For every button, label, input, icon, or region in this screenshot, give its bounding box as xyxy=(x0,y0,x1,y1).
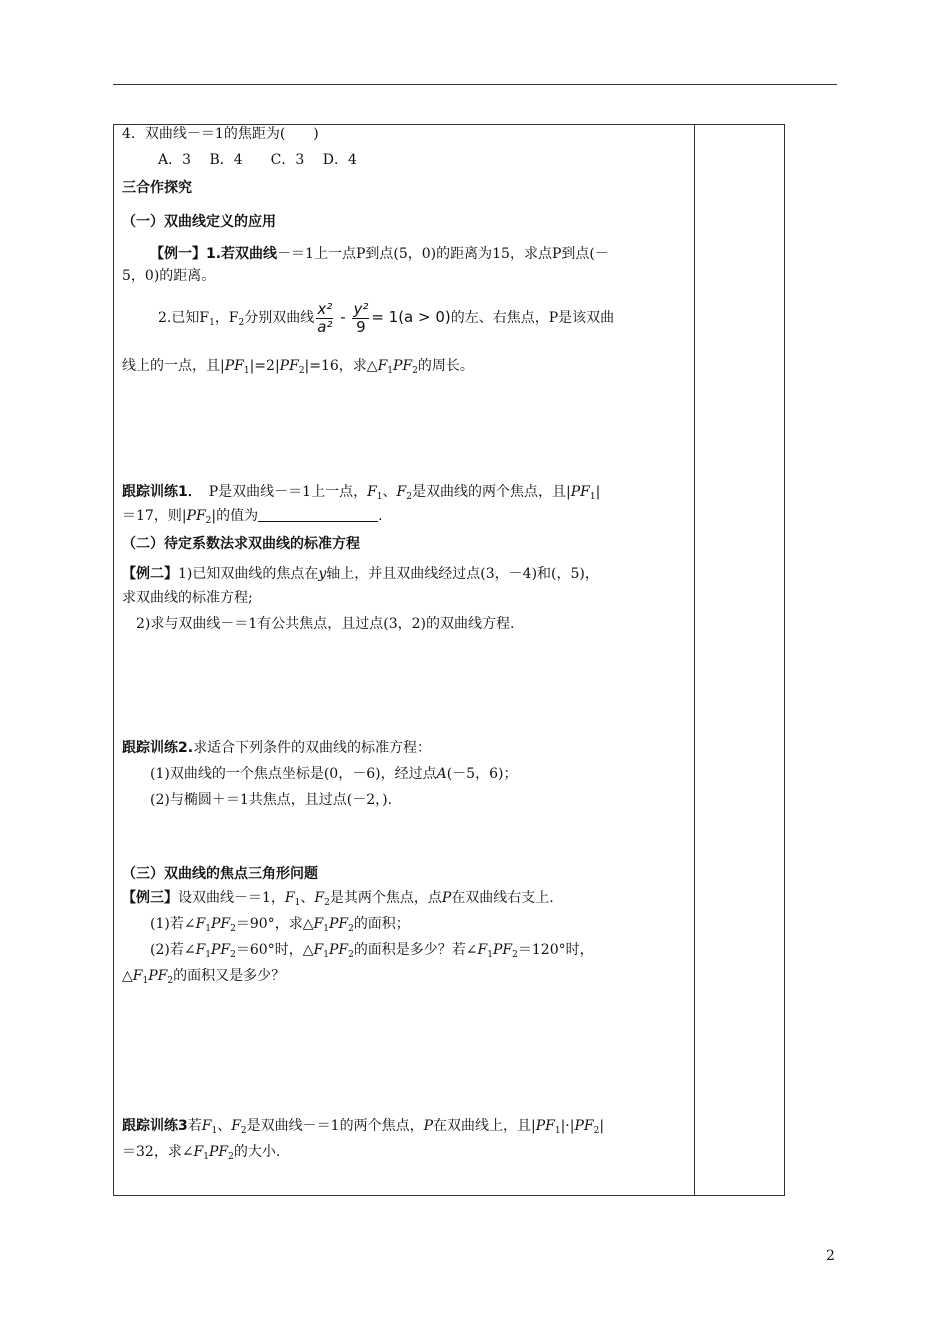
worksheet-table xyxy=(113,124,785,1196)
track-1: 跟踪训练1． P是双曲线－＝1上一点，$F_1$、$F_2$是双曲线的两个焦点，且$|PF_1|$ xyxy=(122,484,601,502)
fraction-y2-9: $\frac{\text{y²}}{9}$ xyxy=(353,299,369,336)
question-4: 4．双曲线－＝1的焦距为( ) xyxy=(122,126,319,142)
section-3-title: 三合作探究 xyxy=(122,180,192,196)
example-2: 2.已知$F_1$，$F_2$分别双曲线 $\frac{\text{x²}}{\text{a²}}$ - $\frac{\text{y²}}{9}$ = 1(a > 0)的左、右焦点，P是该双曲 xyxy=(158,299,615,336)
notes-column-divider xyxy=(694,125,695,1195)
example-3-q1: (1)若$\angle F_1PF_2=90^\circ$，求$\triangle F_1PF_2$的面积； xyxy=(150,916,410,934)
question-4-options: A．3 B．4 C．3 D．4 xyxy=(158,152,357,168)
track-2: 跟踪训练2.求适合下列条件的双曲线的标准方程： xyxy=(122,740,432,756)
fraction-x2-a2: $\frac{\text{x²}}{\text{a²}}$ xyxy=(317,299,333,336)
example-1: 【例一】1.若双曲线－＝1上一点P到点(5，0)的距离为15，求点P到点(－ xyxy=(150,246,609,262)
track-2-item-2: (2)与椭圆＋＝1共焦点，且过点(－2，). xyxy=(150,792,393,808)
answer-blank[interactable] xyxy=(258,507,378,522)
example-2-part-2: 2)求与双曲线－＝1有公共焦点，且过点(3，2)的双曲线方程. xyxy=(136,616,515,632)
example-3: 【例三】设双曲线－＝1，$F_1$、$F_2$是其两个焦点，点P在双曲线右支上. xyxy=(122,890,554,908)
part-3-title: （三）双曲线的焦点三角形问题 xyxy=(122,866,318,882)
page-number: 2 xyxy=(826,1248,835,1264)
example-2-cont: 线上的一点，且$|PF_1|=2|PF_2|=16$，求$\triangle F_1PF_2$的周长。 xyxy=(122,358,474,376)
track-1-cont: ＝17，则$|PF_2|$的值为 . xyxy=(122,508,383,526)
example-2-standard: 【例二】1)已知双曲线的焦点在y轴上，并且双曲线经过点(3，－4)和(，5)， xyxy=(122,566,599,582)
part-2-title: （二）待定系数法求双曲线的标准方程 xyxy=(122,536,360,552)
example-3-q2: (2)若$\angle F_1PF_2=60^\circ$时，$\triangle F_1PF_2$的面积是多少？若$\angle F_1PF_2=120^\circ$时， xyxy=(150,942,594,960)
track-3: 跟踪训练3若$F_1$、$F_2$是双曲线－＝1的两个焦点，P在双曲线上，且$|PF_1|\cdot|PF_2|$ xyxy=(122,1118,605,1136)
example-1-cont: 5，0)的距离。 xyxy=(122,268,216,284)
example-3-q2-cont: $\triangle F_1PF_2$的面积又是多少？ xyxy=(122,968,286,986)
example-2-standard-cont: 求双曲线的标准方程; xyxy=(122,590,253,606)
header-rule xyxy=(113,84,837,85)
track-2-item-1: (1)双曲线的一个焦点坐标是(0，－6)，经过点A(－5，6)； xyxy=(150,766,518,782)
part-1-title: （一）双曲线定义的应用 xyxy=(122,214,276,230)
track-3-cont: ＝32，求$\angle F_1PF_2$的大小. xyxy=(122,1144,281,1162)
